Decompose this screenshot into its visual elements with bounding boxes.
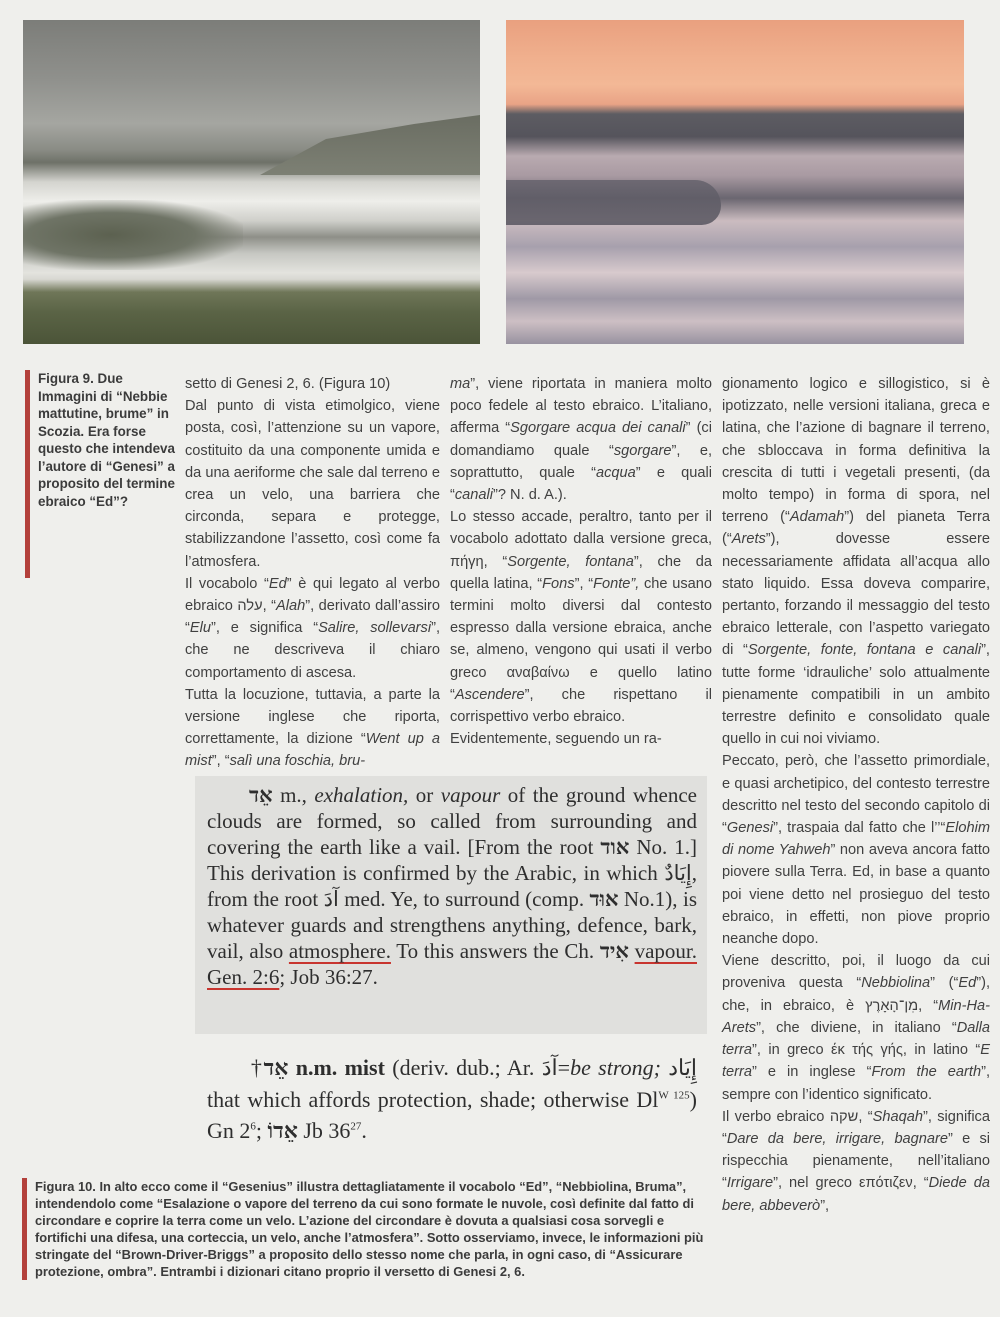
gesenius-dictionary-entry (195, 776, 707, 1034)
hebrew-word: אֵדוֹ (267, 1118, 298, 1144)
greek-word: έκ τής γής (830, 1042, 903, 1059)
brown-driver-briggs-entry (195, 1052, 707, 1160)
arabic-word: آدَ (541, 1055, 558, 1080)
paragraph: ma”, viene riportata in maniera molto poco fedele al testo ebraico. L’italiano, afferma “Sgorgare acqua dei canali” (ci domandiamo quale “sgorgare”, e, soprattutto, quale “acqua” e quali “canali”? N. d. A.). (450, 376, 713, 504)
paragraph: Viene descritto, poi, il luogo da cui proveniva questa “Nebbiolina” (“Ed”), che, in ebraico, è מִן־הָאָרֶץ, “Min-Ha-Arets”, che diviene, in italiano “Dalla terra”, in greco έκ τής γής, in latino “E terra” e in inglese “From the earth”, sempre con l’identico significato. (722, 953, 990, 1103)
paragraph: setto di Genesi 2, 6. (Figura 10) (185, 376, 391, 392)
greek-word: αναβαίνω (506, 664, 570, 681)
dictionary-text: †אֵד n.m. mist (deriv. dub.; Ar. آدَ=be strong; إِيَاد that which affords protection, shade; otherwise $Dl^{W 125}$) Gn $2^6$; אֵדוֹ Jb $36^{27}$. (207, 1055, 697, 1144)
hebrew-headword: אֵד (263, 1055, 289, 1081)
arabic-word: إِيَاد (668, 1055, 697, 1080)
photo-scottish-mist-hills (23, 20, 480, 344)
hebrew-root: אוד (600, 834, 630, 859)
article-column-1 (185, 373, 440, 773)
photo-hill-shape (260, 115, 480, 175)
figure-10-caption: Figura 10. In alto ecco come il “Gesenius” illustra dettagliatamente il vocabolo “Ed”, “Nebbiolina, Bruma”, intendendolo come “Esalazione o vapore del terreno da cui sono formate le nuvole, così definite dal fatto di circondare e coprire la terra come un velo. L’azione del circondare è dovuta a qualsiasi cosa sorvegli e fortifichi una difesa, una corteccia, un velo, anche l’atmosfera”. Sotto osserviamo, invece, le informazioni più stringate del “Brown-Driver-Briggs” a proposito dello stesso nome che parla, in ogni caso, di “Assicurare protezione, ombra”. Entrambi i dizionari citano proprio il versetto di Genesi 2, 6. (22, 1178, 715, 1280)
figure-9-caption: Figura 9. Due Immagini di “Nebbie mattutine, brume” in Scozia. Era forse questo che intendeva l’autore di “Genesi” a proposito del termine ebraico “Ed”? (25, 370, 183, 578)
paragraph: Il verbo ebraico שקה, “Shaqah”, significa “Dare da bere, irrigare, bagnare” e si rispecchia pienamente, nell’italiano “Irrigare”, nel greco επότιζεν, “Diede da bere, abbeverò”, (722, 1108, 990, 1214)
hebrew-headword: אֵד (249, 782, 273, 807)
paragraph: Lo stesso accade, peraltro, tanto per il vocabolo adottato dalla versione greca, πήγη, “Sorgente, fontana”, che da quella latina, “Fons”, “Fonte”, che usano termini molto diversi dal contesto espresso dalla versione ebraica, anche se, almeno, vengono qui usati il verbo greco αναβαίνω e quello latino “Ascendere”, che rispettano il corrispettivo verbo ebraico. (450, 509, 712, 726)
photo-grove-shape (23, 200, 243, 270)
paragraph: Peccato, però, che l’assetto primordiale, e quasi archetipico, del contesto terrestre descritto nel testo del secondo capitolo di “Genesi”, traspaia dal fatto che l’’“Elohim di nome Yahweh” non aveva ancora fatto piovere sulla Terra. Ed, in base a quanto poi viene detto nel prosieguo del testo ebraico, in effetti, non piove proprio neanche dopo. (722, 753, 990, 948)
hebrew-word: שקה (829, 1108, 859, 1125)
photo-sunset-sea-of-clouds (506, 20, 964, 344)
article-column-3 (722, 373, 990, 1217)
red-underline-atmosphere: atmosphere. (288, 939, 391, 963)
paragraph: Dal punto di vista etimolgico, viene posta, così, l’attenzione su un vapore, costituito da una componente umida e da una aeriforme che sale dal terreno e crea un velo, una barriera che circonda, separa e protegge, stabilizzandone l’assetto, così come fa l’atmosfera. (185, 398, 440, 570)
paragraph: gionamento logico e sillogistico, si è ipotizzato, nelle versioni italiana, greca e latina, che l’azione di bagnare il terreno, che sbloccava in forma definitiva la crescita di tutti i vegetali presenti, (da molto tempo) in forma di spora, nel terreno (“Adamah”) del pianeta Terra (“Arets”), dovesse essere necessariamente affidata all’acqua allo stato liquido. Essa doveva comparire, pertanto, forzando il messaggio del testo ebraico letterale, con l’aspetto variegato di “Sorgente, fonte, fontana e canali”, tutte forme ‘idrauliche’ solo attualmente pienamente compatibili in un ambito terrestre definito e consolidato quale quello in cui noi viviamo. (722, 376, 990, 748)
photo-dark-band-shape (506, 180, 721, 225)
greek-word: πήγη (450, 553, 484, 570)
red-underline-vapour-gen: vapour. Gen. 2:6 (207, 939, 697, 989)
dagger-mark: † (249, 1055, 264, 1080)
arabic-root: آدَ (323, 887, 339, 911)
hebrew-word: אִיד (599, 938, 629, 963)
paragraph: Tutta la locuzione, tuttavia, a parte la versione inglese che riporta, correttamente, la dizione “Went up a mist”, “salì una foschia, bru- (185, 686, 440, 770)
arabic-word: إِيَادٌ (664, 860, 692, 885)
dictionary-text: אֵד m., exhalation, or vapour of the ground whence clouds are formed, so called from surrounding and covering the earth like a vail. [From the root אוד No. 1.] This derivation is confirmed by the Arabic, in which إِيَادٌ, from the root آدَ med. Ye, to surround (comp. אוּד No.1), is whatever guards and strengthens anything, defence, bark, vail, also atmosphere. To this answers the Ch. אִיד vapour. Gen. 2:6; Job 36:27. (207, 782, 697, 989)
article-column-2 (450, 373, 712, 750)
paragraph: Il vocabolo “Ed” è qui legato al verbo ebraico עלה, “Alah”, derivato dall’assiro “Elu”, e significa “Salire, sollevarsi”, che ne descriveva il chiaro comportamento di ascesa. (185, 575, 441, 681)
hebrew-word: מִן־הָאָרֶץ (865, 997, 919, 1014)
paragraph: Evidentemente, seguendo un ra- (450, 731, 662, 748)
hebrew-word: עלה (237, 598, 263, 615)
hebrew-root: אוּד (589, 886, 619, 911)
greek-word: επότιζεν (858, 1175, 913, 1192)
